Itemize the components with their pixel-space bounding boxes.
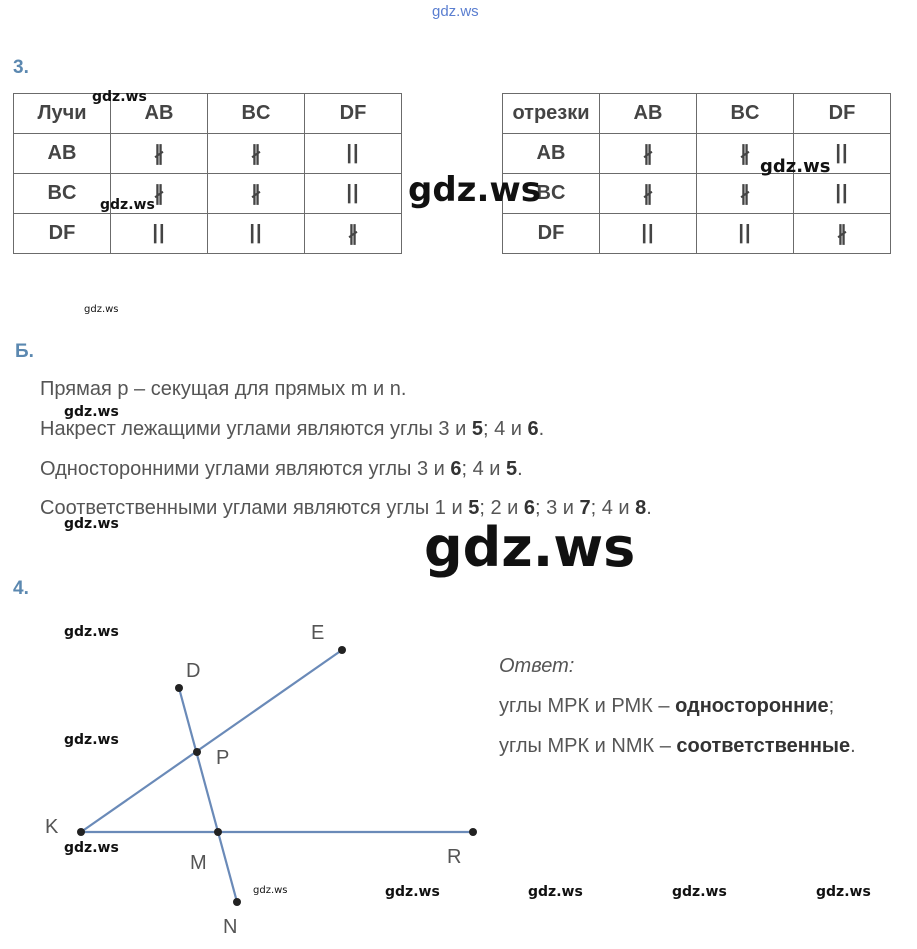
section-3-number: 3. (13, 57, 29, 78)
watermark: gdz.ws (528, 884, 583, 900)
rays-row-header: DF (14, 214, 111, 254)
point-p (193, 748, 201, 756)
section-4-number: 4. (13, 578, 29, 599)
answer-line-one-sided: углы МРК и РМК – односторонние; (499, 695, 835, 717)
label-r: R (447, 846, 462, 868)
watermark: gdz.ws (672, 884, 727, 900)
watermark: gdz.ws (816, 884, 871, 900)
statement-interior-angles: Односторонними углами являются углы 3 и 6; 4 и 5. (40, 458, 523, 480)
watermark: gdz.ws (84, 304, 119, 315)
label-p: P (216, 747, 230, 769)
not-parallel-symbol: ∦ (697, 134, 794, 174)
watermark: gdz.ws (92, 89, 147, 105)
parallel-symbol: || (794, 134, 891, 174)
label-k: K (45, 816, 59, 838)
watermark-top: gdz.ws (432, 3, 479, 20)
statement-alternate-angles: Накрест лежащими углами являются углы 3 и 5; 4 и 6. (40, 418, 545, 440)
not-parallel-symbol: ∦ (111, 134, 208, 174)
label-m: M (190, 852, 207, 874)
point-d (175, 684, 183, 692)
watermark: gdz.ws (408, 170, 542, 210)
rays-corner-header: Лучи (14, 94, 111, 134)
watermark: gdz.ws (760, 156, 831, 177)
watermark: gdz.ws (385, 884, 440, 900)
not-parallel-symbol: ∦ (600, 134, 697, 174)
label-n: N (223, 916, 238, 938)
label-e: E (311, 622, 325, 644)
watermark: gdz.ws (64, 840, 119, 856)
answer-label: Ответ: (499, 655, 575, 677)
segments-col-header: BC (697, 94, 794, 134)
point-r (469, 828, 477, 836)
not-parallel-symbol: ∦ (794, 214, 891, 254)
watermark: gdz.ws (64, 624, 119, 640)
answer-line-corresponding: углы МРК и NМК – соответственные. (499, 735, 856, 757)
parallel-symbol: || (600, 214, 697, 254)
segments-row-header: DF (503, 214, 600, 254)
line-dn (179, 688, 237, 902)
rays-col-header: AB (111, 94, 208, 134)
watermark: gdz.ws (424, 516, 636, 579)
rays-col-header: DF (305, 94, 402, 134)
watermark: gdz.ws (100, 197, 155, 213)
parallel-symbol: || (111, 214, 208, 254)
not-parallel-symbol: ∦ (600, 174, 697, 214)
rays-row-header: BC (14, 174, 111, 214)
not-parallel-symbol: ∦ (111, 174, 208, 214)
parallel-symbol: || (305, 174, 402, 214)
section-b-letter: Б. (15, 341, 34, 362)
point-k (77, 828, 85, 836)
not-parallel-symbol: ∦ (697, 174, 794, 214)
watermark: gdz.ws (64, 404, 119, 420)
parallel-symbol: || (208, 214, 305, 254)
not-parallel-symbol: ∦ (208, 174, 305, 214)
watermark: gdz.ws (64, 516, 119, 532)
point-n (233, 898, 241, 906)
watermark: gdz.ws (253, 885, 288, 896)
not-parallel-symbol: ∦ (305, 214, 402, 254)
point-e (338, 646, 346, 654)
rays-row-header: AB (14, 134, 111, 174)
parallel-symbol: || (794, 174, 891, 214)
parallel-symbol: || (305, 134, 402, 174)
watermark: gdz.ws (64, 732, 119, 748)
segments-col-header: DF (794, 94, 891, 134)
label-d: D (186, 660, 201, 682)
rays-col-header: BC (208, 94, 305, 134)
segments-row-header: BC (503, 174, 600, 214)
parallel-symbol: || (697, 214, 794, 254)
statement-secant: Прямая р – секущая для прямых m и n. (40, 378, 407, 400)
statement-corresponding-angles: Соответственными углами являются углы 1 и 5; 2 и 6; 3 и 7; 4 и 8. (40, 497, 652, 519)
segments-corner-header: отрезки (503, 94, 600, 134)
not-parallel-symbol: ∦ (208, 134, 305, 174)
segments-col-header: AB (600, 94, 697, 134)
segments-row-header: AB (503, 134, 600, 174)
point-m (214, 828, 222, 836)
